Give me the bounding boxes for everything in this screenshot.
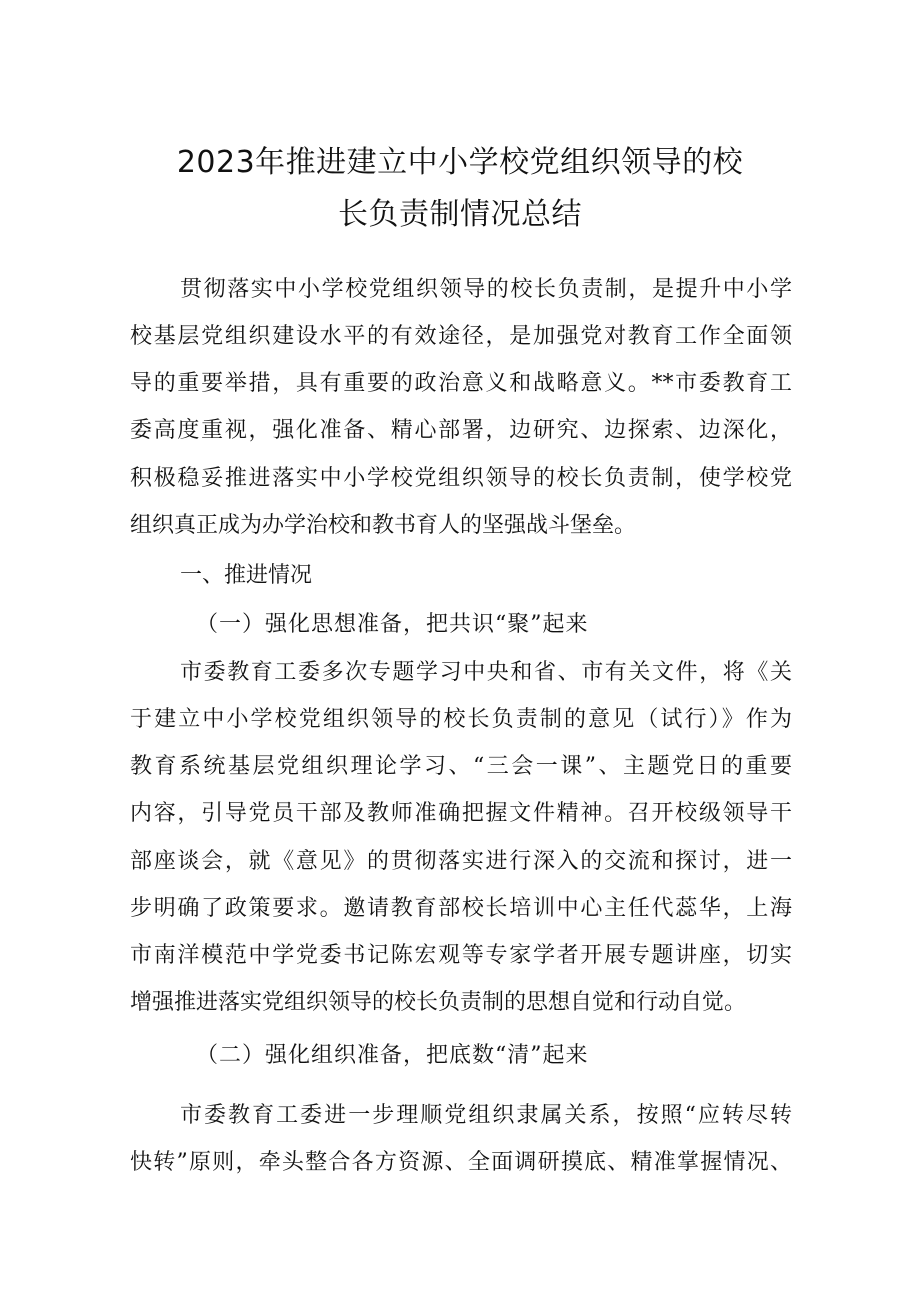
subsection-heading-1: （一）强化思想准备，把共识“聚”起来	[196, 612, 589, 637]
body-line: 步明确了政策要求。邀请教育部校长培训中心主任代蕊华，上海	[130, 896, 792, 921]
body-line: 部座谈会，就《意见》的贯彻落实进行深入的交流和探讨，进一	[130, 849, 792, 874]
intro-line: 校基层党组织建设水平的有效途径，是加强党对教育工作全面领	[130, 324, 792, 349]
intro-line: 积极稳妥推进落实中小学校党组织领导的校长负责制，使学校党	[130, 466, 792, 491]
document-title-line-1: 2023年推进建立中小学校党组织领导的校	[176, 145, 744, 180]
intro-line: 导的重要举措，具有重要的政治意义和战略意义。**市委教育工	[130, 371, 792, 396]
body-line: 内容，引导党员干部及教师准确把握文件精神。召开校级领导干	[130, 801, 792, 826]
body-line: 快转”原则，牵头整合各方资源、全面调研摸底、精准掌握情况、	[130, 1150, 792, 1175]
body-line: 教育系统基层党组织理论学习、“三会一课”、主题党日的重要	[130, 754, 792, 779]
section-heading-progress: 一、推进情况	[180, 563, 313, 588]
body-line: 市委教育工委多次专题学习中央和省、市有关文件，将《关	[180, 660, 792, 685]
intro-line: 贯彻落实中小学校党组织领导的校长负责制，是提升中小学	[180, 277, 792, 302]
intro-line: 委高度重视，强化准备、精心部署，边研究、边探索、边深化，	[130, 418, 792, 443]
body-line: 市委教育工委进一步理顺党组织隶属关系，按照“应转尽转	[180, 1103, 792, 1128]
subsection-heading-2: （二）强化组织准备，把底数“清”起来	[196, 1043, 589, 1068]
intro-line: 组织真正成为办学治校和教书育人的坚强战斗堡垒。	[130, 513, 637, 538]
body-line: 市南洋模范中学党委书记陈宏观等专家学者开展专题讲座，切实	[130, 943, 792, 968]
document-title-line-2: 长负责制情况总结	[338, 197, 582, 232]
body-line: 增强推进落实党组织领导的校长负责制的思想自觉和行动自觉。	[130, 990, 747, 1015]
body-line: 于建立中小学校党组织领导的校长负责制的意见（试行）》作为	[130, 707, 792, 732]
